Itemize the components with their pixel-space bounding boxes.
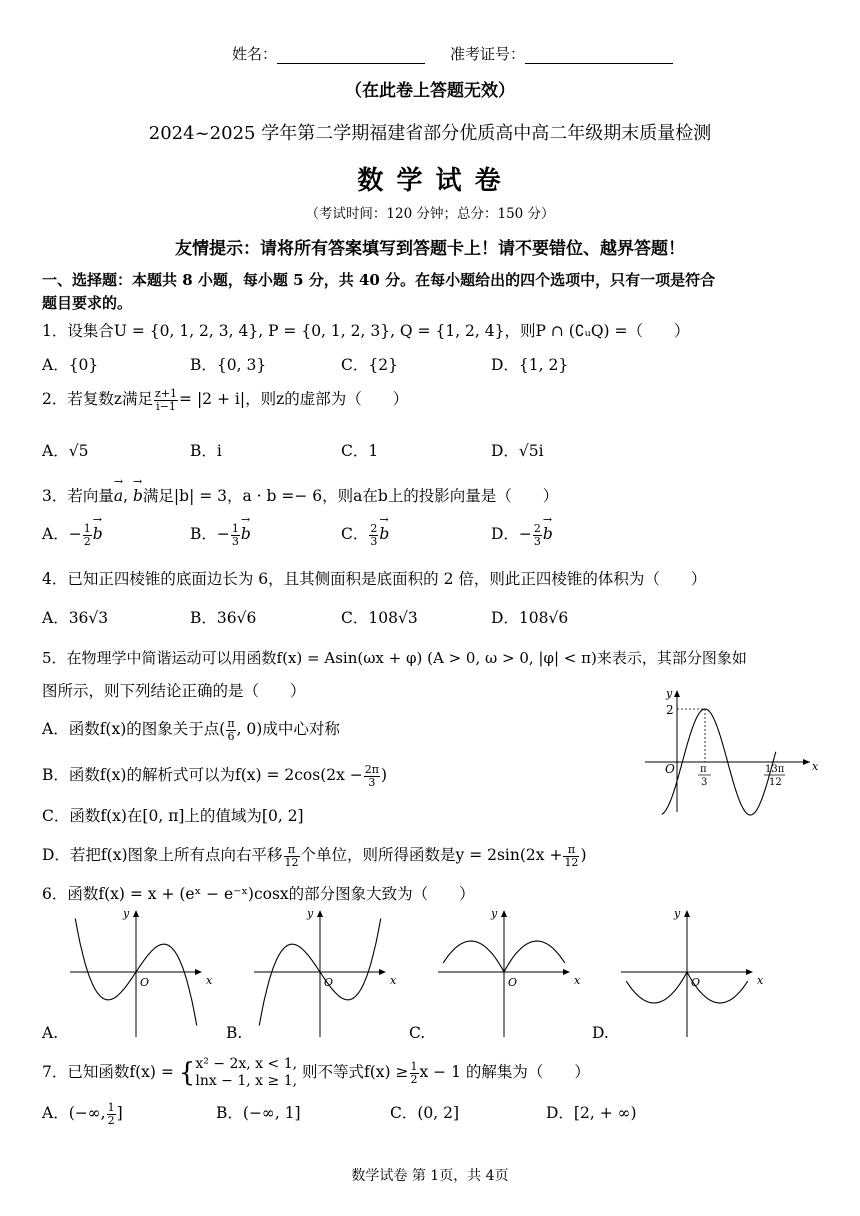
q3-stem-mid: 满足|b| = 3，a · b =− 6，则a在b上的投影向量是（ ） [142, 487, 559, 505]
q7-case1: x² − 2x, x < 1, [195, 1056, 298, 1072]
q7-option-d: D．[2, + ∞) [546, 1104, 637, 1122]
q5-d-num1: π [284, 844, 300, 857]
q7-a-num: 1 [107, 1100, 115, 1114]
q1-stem: 1．设集合U = {0, 1, 2, 3, 4}, P = {0, 1, 2, 3}, Q = {1, 2, 4}，则P ∩ (∁ᵤQ) =（ ） [42, 322, 690, 340]
q7-brace: { [178, 1058, 196, 1088]
q7-num: 1 [410, 1059, 418, 1073]
page-footer: 数学试卷 第 1页，共 4页 [351, 1168, 509, 1184]
q5-b-post: ) [381, 766, 388, 784]
q6-y-arrow [684, 910, 690, 917]
q7-a-den: 2 [107, 1113, 115, 1127]
q3-d-den: 3 [533, 534, 541, 548]
q3-vector-b: → b [133, 487, 143, 505]
q2-option-c: C．1 [341, 442, 379, 460]
q6-graph-c [438, 907, 581, 1037]
q3-c-den: 3 [370, 534, 378, 548]
q3-c-num: 2 [370, 521, 378, 535]
q6-graph-a [70, 907, 213, 1037]
q2-option-a: A．√5 [42, 442, 89, 460]
q7-pre: 7．已知函数f(x) = [42, 1063, 174, 1081]
q3-b-frac [231, 523, 240, 548]
q5-tick1-den: 3 [701, 777, 708, 788]
q1-option-d: D．{1, 2} [491, 356, 569, 374]
q5-peak-label: 2 [666, 703, 674, 717]
q7-post: x − 1 的解集为（ ） [419, 1063, 590, 1081]
q4-option-d: D．108√6 [491, 609, 569, 627]
q3-d-vec: → b [543, 525, 553, 543]
q4-option-c: C．108√3 [341, 609, 418, 627]
invalid-notice: （在此卷上答题无效） [345, 81, 515, 101]
name-field [232, 43, 425, 64]
exam-id-blank [525, 47, 673, 64]
section-heading-line2: 题目要求的。 [42, 294, 133, 312]
q3-option-b [190, 522, 251, 548]
q6-x-arrow [379, 969, 386, 975]
q6-y-arrow [133, 910, 139, 917]
q3-c-vec: → b [379, 525, 389, 543]
q6-x-label: x [574, 974, 581, 987]
q5-x-arrow [803, 759, 810, 765]
q3-stem: 3．若向量→ a, → b满足|b| = 3，a · b =− 6，则a在b上的投影向量是（ ） [42, 484, 558, 506]
q5-tick2-den: 12 [769, 777, 782, 788]
q6-graph-d [621, 907, 764, 1037]
q5-y-label: y [666, 687, 673, 700]
q1-option-c: C．{2} [341, 356, 398, 374]
q5-tick2-num: 13π [765, 764, 785, 775]
q6-y-label: y [123, 907, 130, 920]
q6-graph-b [254, 907, 397, 1037]
q7-a-frac [107, 1102, 116, 1127]
q2-fraction [154, 388, 178, 413]
q2-stem [42, 387, 408, 413]
q7-frac [410, 1061, 419, 1086]
q3-d-frac [533, 523, 542, 548]
q6-label-d: D. [592, 1024, 609, 1042]
q2-stem-pre: 2．若复数z满足 [42, 390, 154, 408]
q5-option-b [42, 763, 387, 789]
q3-a-den: 2 [83, 534, 91, 548]
q4-stem: 4．已知正四棱锥的底面边长为 6，且其侧面积是底面积的 2 倍，则此正四棱锥的体积为（ ） [42, 570, 707, 588]
q5-a-pre: A．函数f(x)的图象关于点 [42, 720, 220, 738]
section-heading-line1: 一、选择题：本题共 8 小题，每小题 5 分，共 40 分。在每小题给出的四个选项中，只有一项是符合 [42, 271, 716, 289]
q6-origin: O [508, 976, 518, 989]
friendly-tip: 友情提示：请将所有答案填写到答题卡上！请不要错位、越界答题！ [175, 239, 685, 259]
q3-vector-a: → a [114, 487, 123, 505]
q5-a-post: , 0)成中心对称 [236, 720, 340, 738]
q6-y-label: y [307, 907, 314, 920]
q3-b-den: 3 [231, 534, 239, 548]
q5-d-mid: 个单位，则所得函数是y = 2sin(2x + [300, 846, 563, 864]
q5-a-den: 6 [227, 729, 235, 743]
q6-x-arrow [195, 969, 202, 975]
q5-b-frac [364, 764, 380, 789]
q1-option-b: B．{0, 3} [190, 356, 267, 374]
q3-a-vec: → b [93, 525, 103, 543]
q5-tick1-num: π [700, 764, 707, 775]
q7-option-b: B．(−∞, 1] [216, 1104, 301, 1122]
q3-c-frac [369, 523, 378, 548]
q5-d-pre: D．若把f(x)图象上所有点向右平移 [42, 846, 283, 864]
q6-x-label: x [390, 974, 397, 987]
q5-d-den2: 12 [564, 855, 579, 869]
q6-x-label: x [757, 974, 764, 987]
q5-origin: O [665, 762, 675, 776]
exam-title: 2024~2025 学年第二学期福建省部分优质高中高二年级期末质量检测 [148, 123, 712, 144]
q6-origin: O [691, 976, 701, 989]
q5-a-frac [226, 718, 235, 743]
exam-id-label: 准考证号： [450, 45, 526, 63]
q5-d-frac2 [563, 844, 579, 869]
q7-option-c: C．(0, 2] [390, 1104, 460, 1122]
q2-frac-num: z+1 [155, 386, 178, 400]
q3-b-sign: B．− [190, 525, 230, 543]
q5-y-arrow [674, 690, 680, 697]
q5-a-num: π [227, 716, 235, 730]
q3-c-sign: C． [341, 525, 369, 543]
q2-frac-den: i−1 [156, 399, 176, 413]
q5-b-den: 3 [368, 775, 376, 789]
q6-label-b: B. [226, 1024, 243, 1042]
q6-stem: 6．函数f(x) = x + (eˣ − e⁻ˣ)cosx的部分图象大致为（ ） [42, 885, 475, 903]
q6-y-arrow [317, 910, 323, 917]
q6-label-a: A. [42, 1024, 59, 1042]
q6-graphs [40, 902, 810, 1044]
q5-d-post: ) [580, 846, 587, 864]
q5-stem-line2: 图所示，则下列结论正确的是（ ） [42, 682, 306, 700]
q7-option-a [42, 1101, 123, 1127]
q7-cases [195, 1056, 297, 1090]
q6-origin: O [324, 976, 334, 989]
q5-d-num2: π [563, 844, 579, 857]
q7-a-post: ] [116, 1104, 123, 1122]
q2-option-b: B．i [190, 442, 222, 460]
q7-den: 2 [410, 1072, 418, 1086]
name-blank [277, 47, 425, 64]
name-label: 姓名： [232, 45, 278, 63]
q6-y-arrow [501, 910, 507, 917]
q7-case2: lnx − 1, x ≥ 1, [195, 1073, 298, 1089]
q3-d-num: 2 [533, 521, 541, 535]
q3-b-vec: → b [241, 525, 251, 543]
q3-d-sign: D．− [491, 525, 532, 543]
q6-y-label: y [491, 907, 498, 920]
q3-a-num: 1 [83, 521, 91, 535]
subject-title: 数 学 试 卷 [357, 166, 503, 196]
q7-stem [42, 1056, 590, 1090]
q7-post-pre: 则不等式f(x) ≥ [302, 1063, 409, 1081]
q3-a-sign: A．− [42, 525, 82, 543]
q2-stem-post: = |2 + i|，则z的虚部为（ ） [179, 390, 409, 408]
q6-label-c: C. [409, 1024, 426, 1042]
q3-option-c [341, 522, 389, 548]
exam-id-field [450, 43, 673, 64]
q6-origin: O [140, 976, 150, 989]
q2-option-d: D．√5i [491, 442, 544, 460]
q5-option-d [42, 843, 587, 869]
q6-x-label: x [206, 974, 213, 987]
q5-b-num: 2π [364, 762, 380, 776]
q1-option-a: A．{0} [42, 356, 99, 374]
q6-x-arrow [563, 969, 570, 975]
q5-d-frac1 [284, 844, 300, 869]
q5-x-label: x [812, 760, 819, 773]
q6-y-label: y [674, 907, 681, 920]
q5-b-pre: B．函数f(x)的解析式可以为f(x) = 2cos(2x − [42, 766, 363, 784]
q3-option-a [42, 522, 103, 548]
q3-stem-pre: 3．若向量 [42, 487, 114, 505]
q5-option-c: C．函数f(x)在[0, π]上的值域为[0, 2] [42, 807, 304, 825]
q7-a-pre: A．(−∞, [42, 1104, 106, 1122]
exam-info: （考试时间：120 分钟；总分：150 分） [305, 206, 555, 222]
q5-d-den1: 12 [284, 855, 299, 869]
q6-x-arrow [746, 969, 753, 975]
q3-option-d [491, 522, 553, 548]
q5-stem-line1: 5．在物理学中简谐运动可以用函数f(x) = Asin(ωx + φ) (A > 0, ω > 0, |φ| < π)来表示，其部分图象如 [42, 649, 747, 667]
q4-option-b: B．36√6 [190, 609, 257, 627]
q3-a-frac [83, 523, 92, 548]
q3-b-num: 1 [231, 521, 239, 535]
q5-option-a: A．函数f(x)的图象关于点( $\frac{\pi}{6}$ , 0)成中心对称 [42, 716, 340, 743]
q4-option-a: A．36√3 [42, 609, 109, 627]
q5-sine-graph [640, 684, 820, 816]
